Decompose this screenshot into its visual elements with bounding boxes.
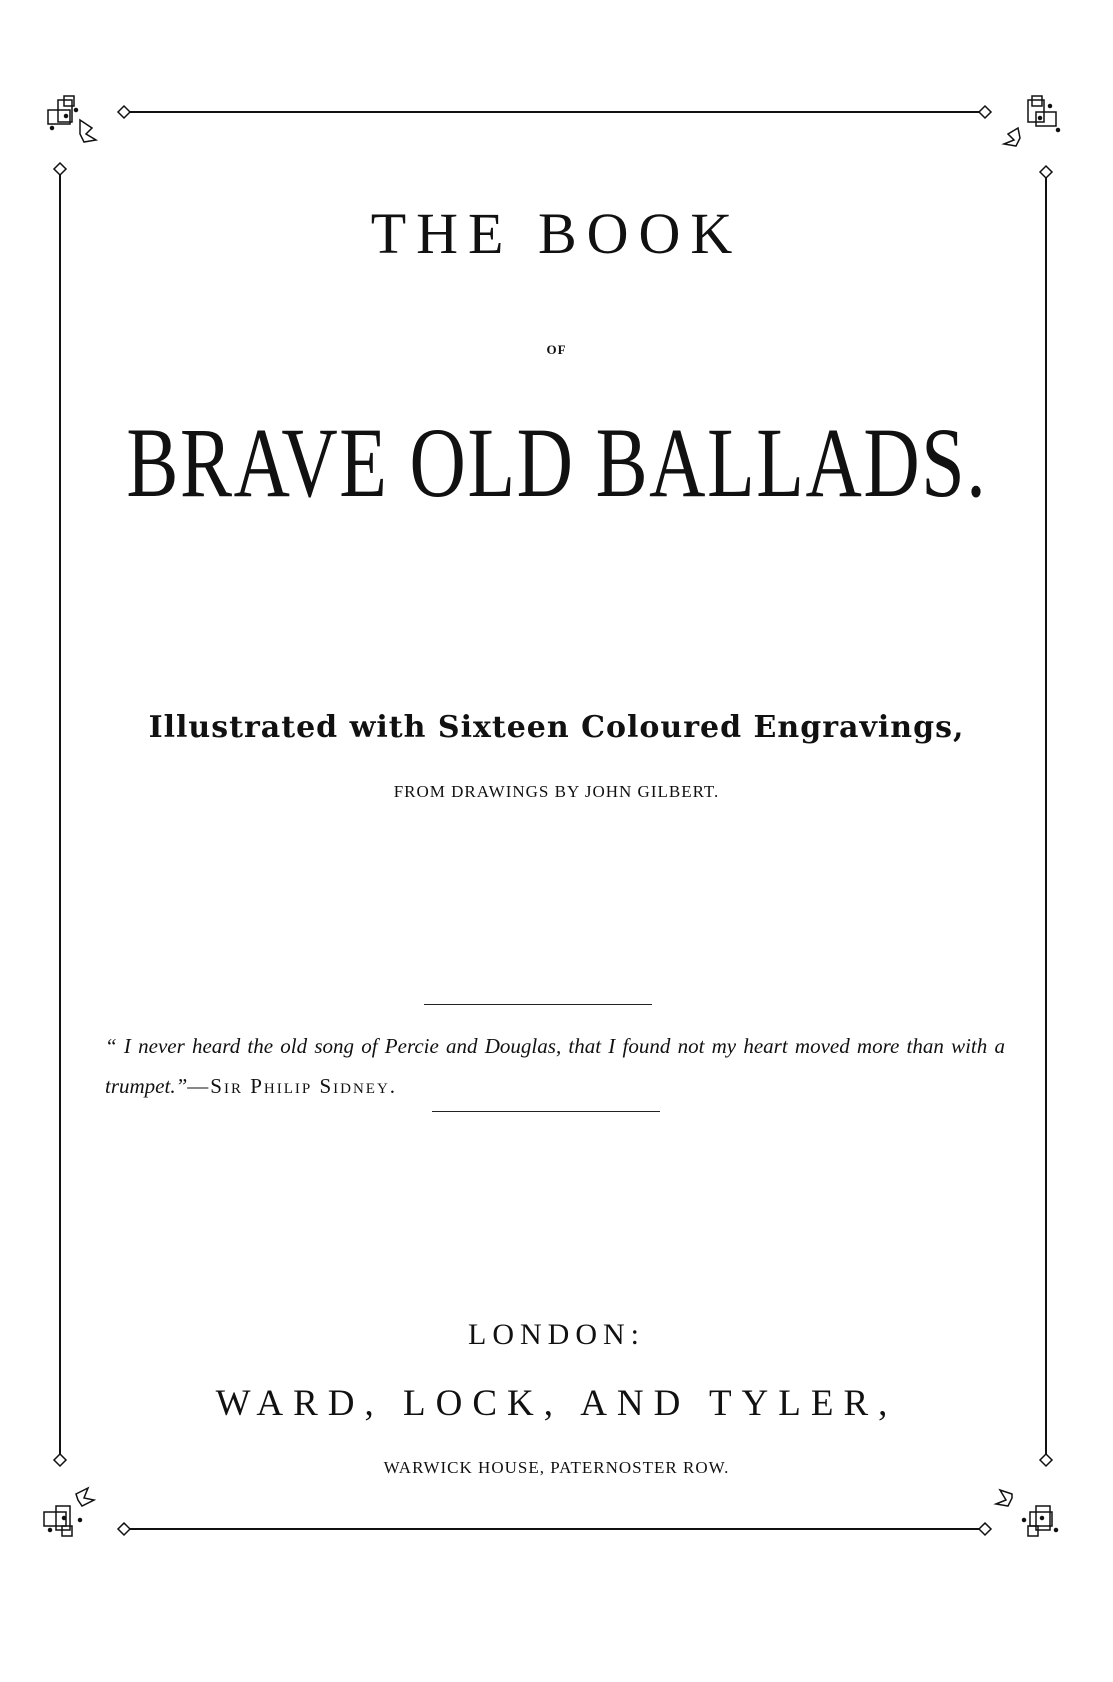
divider-bottom [432,1111,660,1112]
title-line-1: THE BOOK [370,201,743,266]
corner-ornament-bottom-right [996,1490,1058,1536]
epigraph-quote: “ I never heard the old song of Percie and Douglas, that I found not my heart moved more than with a trumpet.” [105,1034,1005,1098]
epigraph [105,1026,1005,1106]
imprint-address: WARWICK HOUSE, PATERNOSTER ROW. [383,1458,730,1477]
divider-top [424,1004,652,1005]
corner-ornament-top-left [48,96,96,142]
corner-ornament-bottom-left [44,1488,94,1536]
imprint-publisher: WARD, LOCK, AND TYLER, [215,1383,898,1424]
corner-ornament-top-right [1004,96,1060,146]
epigraph-attribution: —Sir Philip Sidney. [187,1074,398,1098]
title-of: OF [546,342,567,357]
imprint-city: LONDON: [468,1318,645,1351]
main-title: BRAVE OLD BALLADS. [126,407,988,518]
drawings-credit: FROM DRAWINGS BY JOHN GILBERT. [393,782,720,801]
illustrated-line: Illustrated with Sixteen Coloured Engravings, [148,710,965,745]
